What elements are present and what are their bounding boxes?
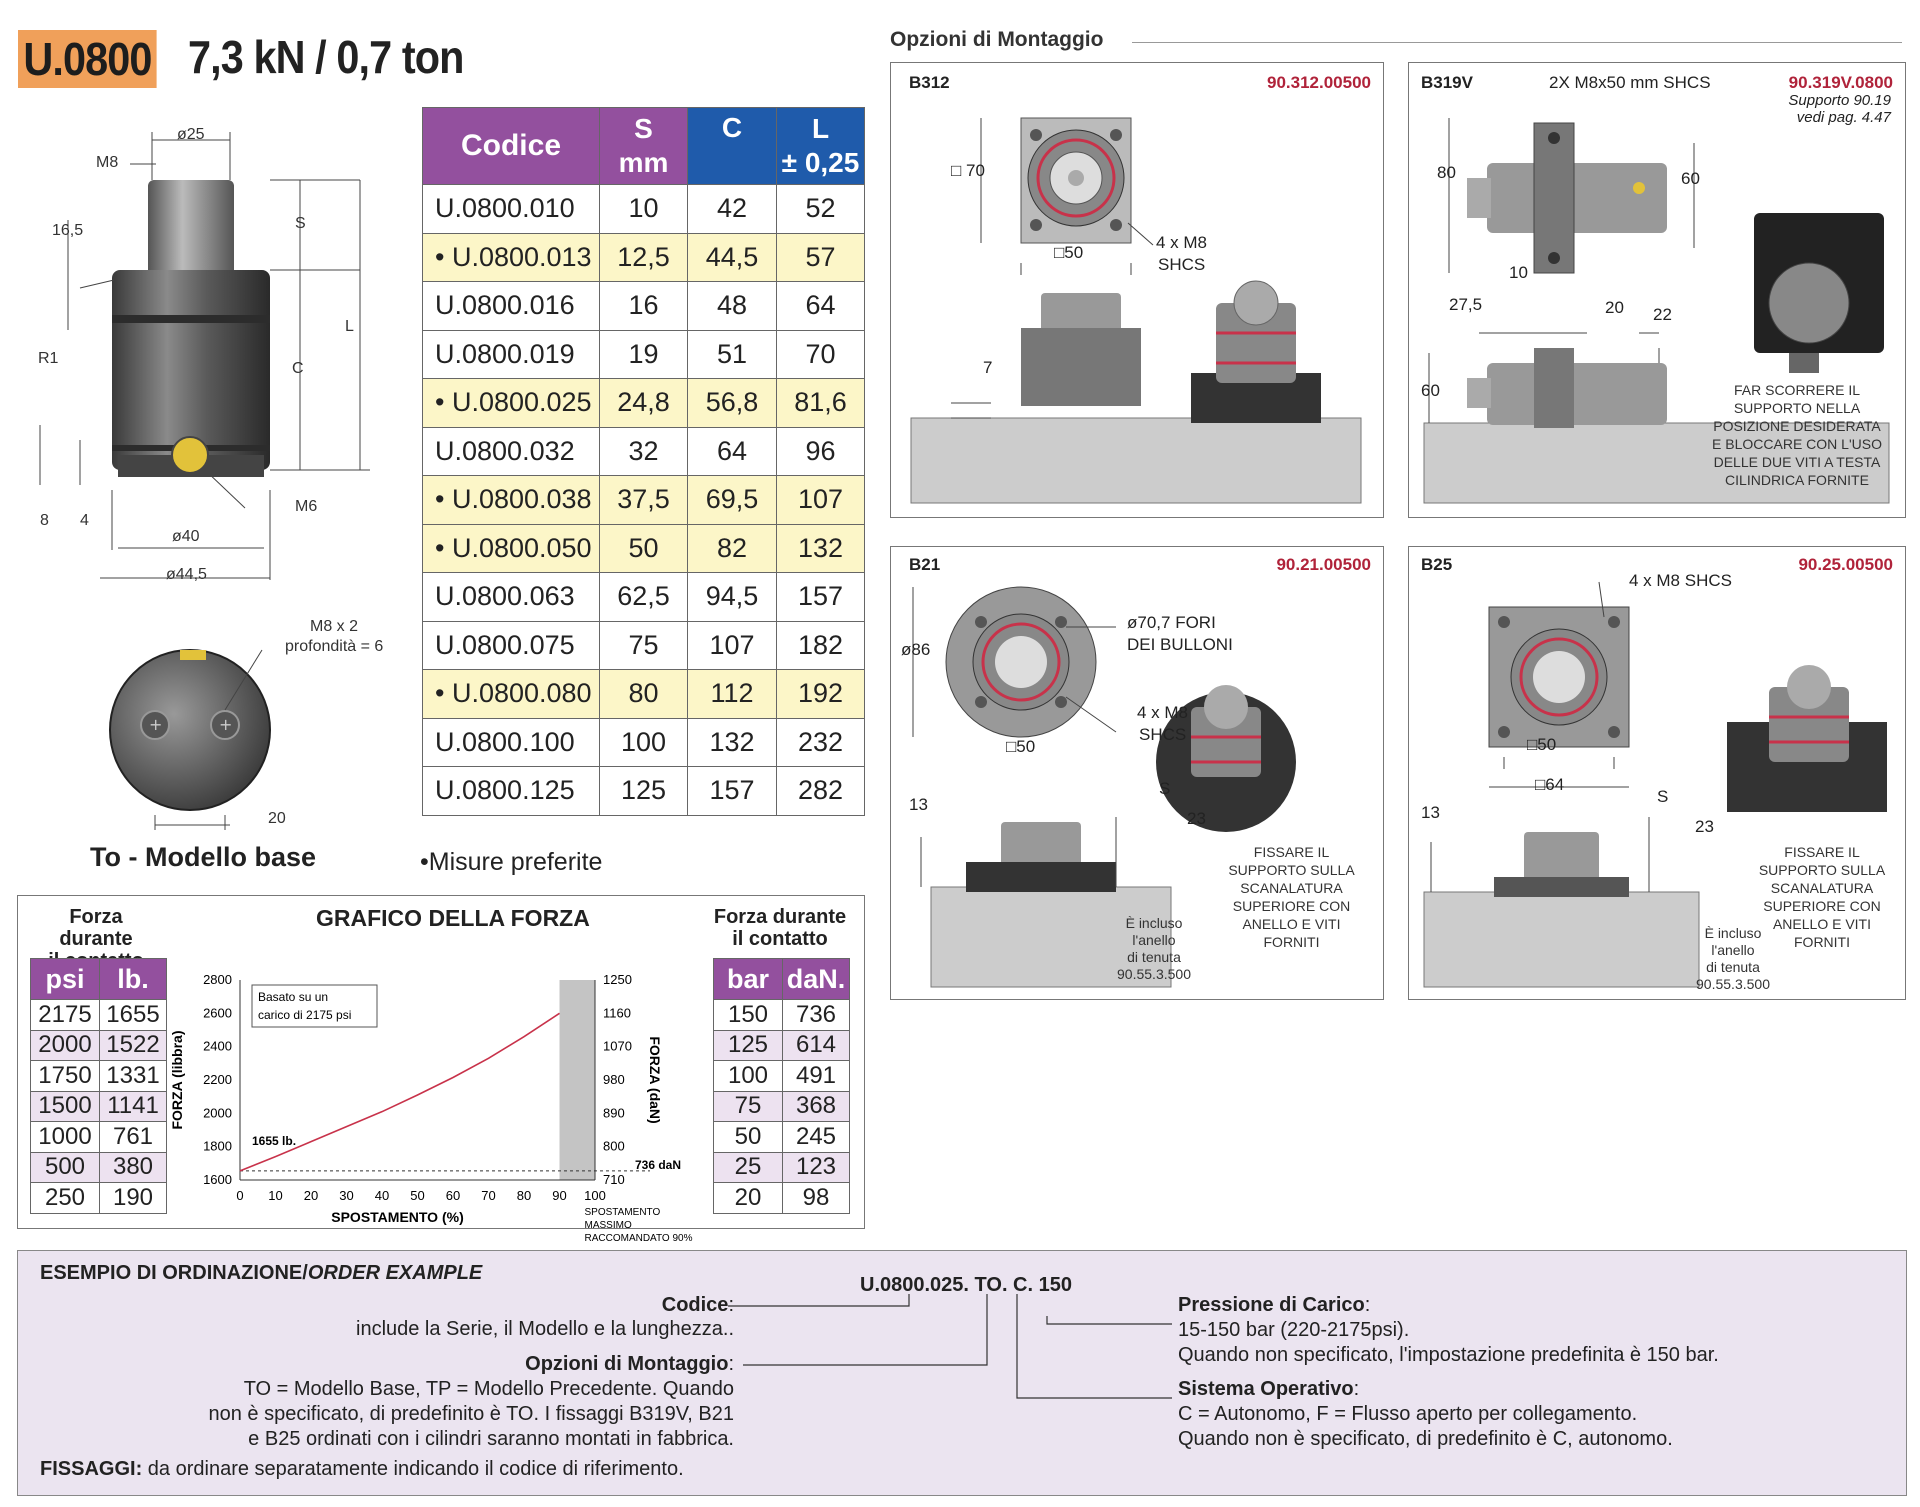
spec-cell-s: 125 xyxy=(600,767,688,816)
spec-row xyxy=(423,379,865,428)
b21-note: FISSARE IL SUPPORTO SULLA SCANALATURA SUPERIORE CON ANELLO E VITI FORNITI xyxy=(1228,844,1355,950)
spec-row xyxy=(423,718,865,767)
panel-b319v xyxy=(1408,62,1906,518)
force-cell: 500 xyxy=(31,1152,100,1183)
b319v-d20: 20 xyxy=(1605,298,1624,317)
force-cell: 736 xyxy=(783,1000,850,1031)
spec-cell-c: 107 xyxy=(688,621,777,670)
b21-name: B21 xyxy=(909,555,941,574)
product-code: U.0800 xyxy=(18,30,157,88)
mounting-title-rule xyxy=(1132,42,1902,43)
max-note-line: SPOSTAMENTO xyxy=(584,1207,661,1218)
x-tick-label: 80 xyxy=(516,1188,532,1203)
dim-d44-5: ø44,5 xyxy=(166,566,207,583)
y2-tick-label: 980 xyxy=(603,1072,625,1087)
header-l: L ± 0,25 xyxy=(777,108,865,185)
x-tick-label: 60 xyxy=(445,1188,461,1203)
dim-d25: ø25 xyxy=(177,126,205,143)
dim-m8x2: M8 x 2 xyxy=(310,618,359,635)
b319v-d10: 10 xyxy=(1509,263,1528,282)
spec-cell-code: U.0800.100 xyxy=(423,718,600,767)
spec-cell-code: U.0800.019 xyxy=(423,330,600,379)
b312-name: B312 xyxy=(909,73,950,92)
spec-cell-l: 157 xyxy=(777,573,865,622)
spec-cell-l: 192 xyxy=(777,670,865,719)
spec-cell-code: • U.0800.013 xyxy=(423,233,600,282)
header-codice: Codice xyxy=(423,108,600,185)
b312-screws: 4 x M8 xyxy=(1156,233,1208,252)
order-sistema-desc: C = Autonomo, F = Flusso aperto per collegamento. Quando non è specificato, di predefinito è C, autonomo. xyxy=(1178,1403,1673,1450)
order-fissaggi: FISSAGGI: da ordinare separatamente indicando il codice di riferimento. xyxy=(40,1458,684,1480)
y2-tick-label: 710 xyxy=(603,1172,625,1187)
spec-cell-code: • U.0800.025 xyxy=(423,379,600,428)
y2-tick-label: 800 xyxy=(603,1138,625,1154)
spec-cell-l: 132 xyxy=(777,524,865,573)
spec-cell-c: 132 xyxy=(688,718,777,767)
end-label: 736 daN xyxy=(635,1157,682,1172)
x-tick-label: 0 xyxy=(236,1188,244,1203)
spec-cell-s: 62,5 xyxy=(600,573,688,622)
b319v-code: 90.319V.0800 xyxy=(1788,73,1893,92)
spec-cell-c: 157 xyxy=(688,767,777,816)
force-cell: 1655 xyxy=(100,1000,167,1031)
b25-sq64: □64 xyxy=(1535,775,1565,794)
b25-sq50: □50 xyxy=(1527,735,1557,754)
spec-cell-s: 32 xyxy=(600,427,688,476)
force-row xyxy=(31,1000,167,1031)
b25-ring: È incluso l'anello di tenuta 90.55.3.500 xyxy=(1696,925,1770,992)
y-tick-label: 2000 xyxy=(203,1105,232,1121)
force-cell: 50 xyxy=(714,1122,783,1153)
x-axis-label: SPOSTAMENTO (%) xyxy=(331,1209,464,1225)
max-note-line: MASSIMO xyxy=(584,1220,632,1231)
force-row xyxy=(31,1030,167,1061)
order-title: ESEMPIO DI ORDINAZIONE/ORDER EXAMPLE xyxy=(40,1262,483,1284)
x-tick-label: 90 xyxy=(552,1188,567,1203)
b25-name: B25 xyxy=(1421,555,1453,574)
force-cell: 1331 xyxy=(100,1061,167,1092)
b21-screws: 4 x M8 xyxy=(1137,703,1189,722)
svg-text:+: + xyxy=(219,715,233,734)
spec-cell-l: 107 xyxy=(777,476,865,525)
spec-cell-l: 81,6 xyxy=(777,379,865,428)
dim-l: L xyxy=(345,318,354,335)
dim-m6: M6 xyxy=(295,498,318,515)
spec-cell-s: 12,5 xyxy=(600,233,688,282)
y-axis-label: FORZA (libbra) xyxy=(169,1030,185,1130)
spec-cell-code: U.0800.010 xyxy=(423,185,600,234)
spec-cell-s: 50 xyxy=(600,524,688,573)
spec-cell-c: 64 xyxy=(688,427,777,476)
dim-c: C xyxy=(292,360,304,377)
force-cell: 1522 xyxy=(100,1030,167,1061)
spec-cell-code: U.0800.016 xyxy=(423,282,600,331)
spec-cell-s: 37,5 xyxy=(600,476,688,525)
force-row xyxy=(714,1091,850,1122)
y2-axis-label: FORZA (daN) xyxy=(647,1036,663,1124)
y2-tick-label: 1160 xyxy=(603,1005,631,1021)
y-tick-label: 2200 xyxy=(203,1072,232,1087)
spec-cell-s: 75 xyxy=(600,621,688,670)
force-row xyxy=(714,1183,850,1214)
force-cell: 2000 xyxy=(31,1030,100,1061)
panel-b312 xyxy=(890,62,1384,518)
force-cell: 2175 xyxy=(31,1000,100,1031)
y-tick-label: 1600 xyxy=(203,1172,232,1187)
th-lb: lb. xyxy=(100,959,167,1000)
dim-r1: R1 xyxy=(38,350,59,367)
force-cell: 368 xyxy=(783,1091,850,1122)
b319v-support: Supporto 90.19 xyxy=(1788,92,1891,109)
chart-title: GRAFICO DELLA FORZA xyxy=(316,905,590,931)
order-opzioni-desc: TO = Modello Base, TP = Modello Precedente. Quando non è specificato, di predefinito è TO. I fissaggi B319V, B21 e B25 ordinati con i cilindri saranno montati in fabbrica. xyxy=(208,1378,734,1450)
force-row xyxy=(31,1183,167,1214)
force-row xyxy=(714,1030,850,1061)
mounting-title: Opzioni di Montaggio xyxy=(890,28,1104,51)
spec-cell-c: 82 xyxy=(688,524,777,573)
spec-row xyxy=(423,282,865,331)
th-bar: bar xyxy=(714,959,783,1000)
force-cell: 1750 xyxy=(31,1061,100,1092)
force-cell: 614 xyxy=(783,1030,850,1061)
b312-sq50: □50 xyxy=(1054,243,1084,262)
b21-s: S xyxy=(1159,779,1171,798)
x-tick-label: 100 xyxy=(584,1188,606,1203)
force-row xyxy=(31,1091,167,1122)
spec-row xyxy=(423,621,865,670)
force-cell: 1141 xyxy=(100,1091,167,1122)
y-tick-label: 2600 xyxy=(203,1005,232,1021)
b312-illustration xyxy=(891,63,1383,517)
spec-cell-l: 96 xyxy=(777,427,865,476)
spec-cell-code: U.0800.075 xyxy=(423,621,600,670)
spec-cell-c: 48 xyxy=(688,282,777,331)
b319v-d60b: 60 xyxy=(1421,381,1440,400)
x-tick-label: 40 xyxy=(374,1188,390,1203)
dim-8: 8 xyxy=(40,512,49,529)
b319v-d27-5: 27,5 xyxy=(1449,295,1483,314)
force-cell: 123 xyxy=(783,1152,850,1183)
force-row xyxy=(714,1122,850,1153)
b319v-d22: 22 xyxy=(1653,305,1672,324)
drawing-caption: To - Modello base xyxy=(90,842,317,872)
b319v-see: vedi pag. 4.47 xyxy=(1796,109,1891,126)
spec-cell-code: • U.0800.080 xyxy=(423,670,600,719)
x-tick-label: 70 xyxy=(481,1188,496,1203)
force-row xyxy=(714,1061,850,1092)
force-left-title: Forza durante xyxy=(59,906,133,950)
dim-d40: ø40 xyxy=(172,528,200,545)
x-tick-label: 50 xyxy=(410,1188,425,1203)
spec-row xyxy=(423,233,865,282)
header-s: S mm xyxy=(600,108,688,185)
spec-cell-s: 16 xyxy=(600,282,688,331)
th-dan: daN. xyxy=(783,959,850,1000)
spec-table xyxy=(422,107,865,816)
force-row xyxy=(31,1152,167,1183)
order-codice: Codice: xyxy=(661,1294,734,1316)
spec-cell-s: 80 xyxy=(600,670,688,719)
force-cell: 75 xyxy=(714,1091,783,1122)
spec-row xyxy=(423,427,865,476)
y-tick-label: 1800 xyxy=(203,1138,232,1154)
b25-d13: 13 xyxy=(1421,803,1440,822)
b21-bolts2: DEI BULLONI xyxy=(1127,635,1233,654)
force-cell: 98 xyxy=(783,1183,850,1214)
b21-d13: 13 xyxy=(909,795,928,814)
b21-bolts1: ø70,7 FORI xyxy=(1127,613,1216,632)
spec-cell-l: 182 xyxy=(777,621,865,670)
force-row xyxy=(714,1152,850,1183)
spec-row xyxy=(423,185,865,234)
spec-cell-s: 19 xyxy=(600,330,688,379)
spec-row xyxy=(423,524,865,573)
spec-cell-c: 42 xyxy=(688,185,777,234)
spec-cell-c: 69,5 xyxy=(688,476,777,525)
force-cell: 491 xyxy=(783,1061,850,1092)
force-cell: 380 xyxy=(100,1152,167,1183)
spec-row xyxy=(423,767,865,816)
b21-d23: 23 xyxy=(1187,809,1206,828)
b312-d7: 7 xyxy=(983,358,993,377)
b25-screws: 4 x M8 SHCS xyxy=(1629,571,1732,590)
b319v-note: FAR SCORRERE IL SUPPORTO NELLA POSIZIONE DESIDERATA E BLOCCARE CON L'USO DELLE DUE VITI A TESTA CILINDRICA FORNITE xyxy=(1712,382,1882,488)
annotation-line: carico di 2175 psi xyxy=(258,1008,352,1022)
b21-ring: È incluso l'anello di tenuta 90.55.3.500 xyxy=(1117,915,1191,982)
force-cell: 150 xyxy=(714,1000,783,1031)
dim-4: 4 xyxy=(80,512,89,529)
force-row xyxy=(31,1061,167,1092)
y2-tick-label: 1070 xyxy=(603,1038,632,1054)
force-right-title: Forza durante il contatto xyxy=(713,906,847,950)
b21-d86: ø86 xyxy=(901,640,931,659)
force-table-left xyxy=(30,958,167,1214)
dim-20: 20 xyxy=(268,810,286,827)
x-tick-label: 30 xyxy=(339,1188,354,1203)
b319v-d80: 80 xyxy=(1437,163,1456,182)
spec-cell-l: 64 xyxy=(777,282,865,331)
spec-cell-c: 56,8 xyxy=(688,379,777,428)
header-c: C xyxy=(688,108,777,185)
shaded-region xyxy=(560,980,596,1180)
spec-cell-c: 94,5 xyxy=(688,573,777,622)
b21-sq50: □50 xyxy=(1006,737,1036,756)
force-cell: 190 xyxy=(100,1183,167,1214)
y2-tick-label: 1250 xyxy=(603,972,632,987)
b319v-screws: 2X M8x50 mm SHCS xyxy=(1549,73,1711,92)
spec-cell-code: U.0800.063 xyxy=(423,573,600,622)
preferred-note: •Misure preferite xyxy=(420,848,603,876)
spec-cell-l: 70 xyxy=(777,330,865,379)
b25-d23: 23 xyxy=(1695,817,1714,836)
product-force: 7,3 kN / 0,7 ton xyxy=(188,31,464,83)
force-cell: 761 xyxy=(100,1122,167,1153)
spec-cell-code: • U.0800.038 xyxy=(423,476,600,525)
b312-code: 90.312.00500 xyxy=(1267,73,1371,92)
spec-cell-l: 232 xyxy=(777,718,865,767)
spec-row xyxy=(423,330,865,379)
svg-text:+: + xyxy=(149,715,163,734)
spec-row xyxy=(423,670,865,719)
x-tick-label: 10 xyxy=(268,1188,283,1203)
order-codice-desc: include la Serie, il Modello e la lunghezza.. xyxy=(356,1318,734,1340)
y2-tick-label: 890 xyxy=(603,1105,625,1121)
force-cell: 20 xyxy=(714,1183,783,1214)
dim-m8: M8 xyxy=(96,154,119,171)
spec-cell-c: 51 xyxy=(688,330,777,379)
spec-cell-c: 44,5 xyxy=(688,233,777,282)
spec-cell-s: 100 xyxy=(600,718,688,767)
force-cell: 245 xyxy=(783,1122,850,1153)
b25-s: S xyxy=(1657,787,1669,806)
panel-b21 xyxy=(890,546,1384,1000)
force-table-right xyxy=(713,958,850,1214)
y-tick-label: 2800 xyxy=(203,972,232,987)
spec-cell-l: 52 xyxy=(777,185,865,234)
force-chart xyxy=(169,945,700,1244)
dim-profondita: profondità = 6 xyxy=(285,638,384,655)
spec-cell-code: U.0800.032 xyxy=(423,427,600,476)
spec-cell-code: • U.0800.050 xyxy=(423,524,600,573)
b21-shcs: SHCS xyxy=(1139,725,1187,744)
max-note-line: RACCOMANDATO 90% xyxy=(584,1233,693,1244)
force-cell: 25 xyxy=(714,1152,783,1183)
b319v-name: B319V xyxy=(1421,73,1473,92)
spec-cell-code: U.0800.125 xyxy=(423,767,600,816)
th-psi: psi xyxy=(31,959,100,1000)
spec-cell-s: 24,8 xyxy=(600,379,688,428)
y-tick-label: 2400 xyxy=(203,1038,232,1054)
start-label: 1655 lb. xyxy=(252,1133,297,1148)
spec-row xyxy=(423,476,865,525)
force-row xyxy=(714,1000,850,1031)
spec-cell-s: 10 xyxy=(600,185,688,234)
dim-s: S xyxy=(295,215,306,232)
x-tick-label: 20 xyxy=(303,1188,319,1203)
order-pressione: Pressione di Carico: xyxy=(1178,1294,1371,1316)
force-cell: 1500 xyxy=(31,1091,100,1122)
spec-cell-l: 282 xyxy=(777,767,865,816)
order-opzioni: Opzioni di Montaggio: xyxy=(525,1353,734,1375)
panel-b25 xyxy=(1408,546,1906,1000)
annotation-line: Basato su un xyxy=(258,990,329,1004)
order-sistema: Sistema Operativo: xyxy=(1178,1378,1360,1400)
force-cell: 125 xyxy=(714,1030,783,1061)
b25-code: 90.25.00500 xyxy=(1798,555,1893,574)
b312-sq70: □ 70 xyxy=(951,161,985,180)
force-cell: 100 xyxy=(714,1061,783,1092)
force-cell: 250 xyxy=(31,1183,100,1214)
b25-note: FISSARE IL SUPPORTO SULLA SCANALATURA SUPERIORE CON ANELLO E VITI FORNITI xyxy=(1758,844,1886,950)
spec-cell-c: 112 xyxy=(688,670,777,719)
force-cell: 1000 xyxy=(31,1122,100,1153)
cylinder-drawing xyxy=(30,110,410,840)
order-example-code: U.0800.025. TO. C. 150 xyxy=(860,1274,1072,1296)
dim-16-5: 16,5 xyxy=(52,222,84,239)
force-row xyxy=(31,1122,167,1153)
spec-row xyxy=(423,573,865,622)
spec-cell-l: 57 xyxy=(777,233,865,282)
b312-shcs: SHCS xyxy=(1158,255,1206,274)
b21-code: 90.21.00500 xyxy=(1276,555,1371,574)
order-pressione-desc: 15-150 bar (220-2175psi). Quando non specificato, l'impostazione predefinita è 150 bar. xyxy=(1178,1319,1719,1366)
b319v-d60a: 60 xyxy=(1681,169,1700,188)
